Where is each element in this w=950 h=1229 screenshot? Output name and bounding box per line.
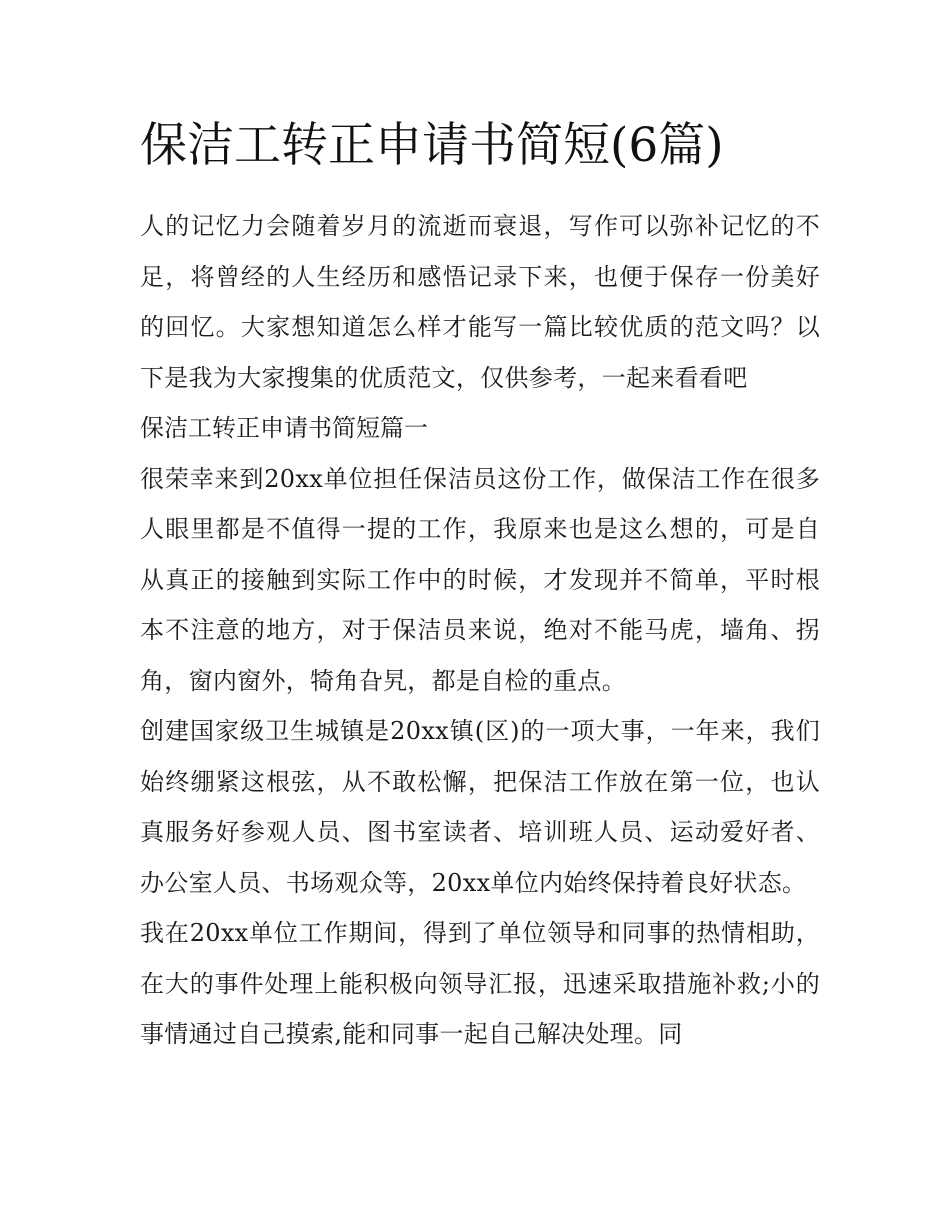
document-title: 保洁工转正申请书简短(6篇) <box>140 118 724 173</box>
intro-paragraph: 人的记忆力会随着岁月的流逝而衰退，写作可以弥补记忆的不足，将曾经的人生经历和感悟记录下来，也便于保存一份美好的回忆。大家想知道怎么样才能写一篇比较优质的范文吗？以下是我为大家搜集的优质范文，仅供参考，一起来看看吧 <box>140 212 820 392</box>
body-paragraph: 创建国家级卫生城镇是20xx镇(区)的一项大事，一年来，我们始终绷紧这根弦，从不敢松懈，把保洁工作放在第一位，也认真服务好参观人员、图书室读者、培训班人员、运动爱好者、办公室人员、书场观众等，20xx单位内始终保持着良好状态。 <box>140 717 820 897</box>
body-paragraph: 我在20xx单位工作期间，得到了单位领导和同事的热情相助，在大的事件处理上能积极向领导汇报，迅速采取措施补救;小的事情通过自己摸索,能和同事一起自己解决处理。同 <box>140 919 820 1048</box>
body-paragraph: 很荣幸来到20xx单位担任保洁员这份工作，做保洁工作在很多人眼里都是不值得一提的工作，我原来也是这么想的，可是自从真正的接触到实际工作中的时候，才发现并不简单，平时根本不注意的地方，对于保洁员来说，绝对不能马虎，墙角、拐角，窗内窗外，犄角旮旯，都是自检的重点。 <box>140 464 820 695</box>
document-body <box>140 201 820 1060</box>
section-heading: 保洁工转正申请书简短篇一 <box>140 414 428 442</box>
